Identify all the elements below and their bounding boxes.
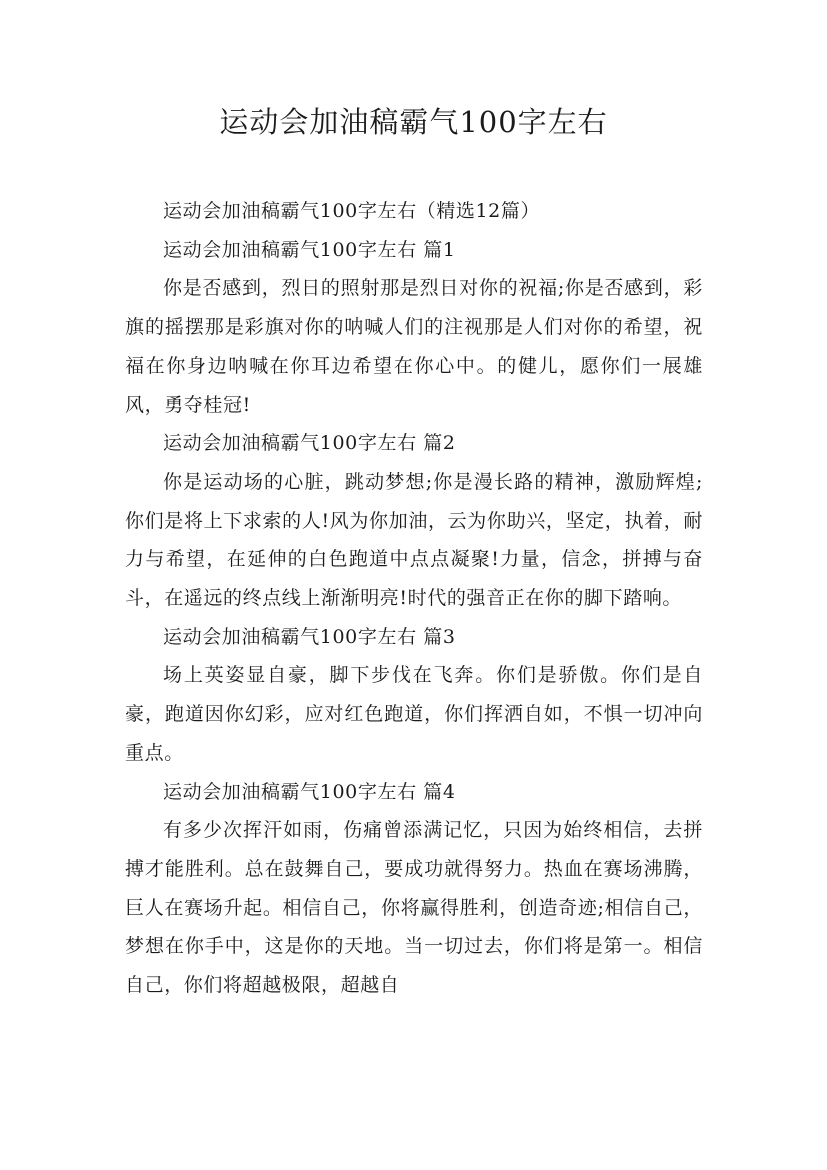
section-heading-2: 运动会加油稿霸气100字左右 篇2	[163, 432, 456, 455]
document-body	[125, 192, 703, 1005]
section-body-1: 你是否感到，烈日的照射那是烈日对你的祝福;你是否感到，彩旗的摇摆那是彩旗对你的呐喊人们的注视那是人们对你的希望，祝福在你身边呐喊在你耳边希望在你心中。的健儿，愿你们一展雄风，勇夺桂冠!	[125, 277, 703, 416]
section-body-3: 场上英姿显自豪，脚下步伐在飞奔。你们是骄傲。你们是自豪，跑道因你幻彩，应对红色跑道，你们挥洒自如，不惧一切冲向重点。	[125, 664, 703, 764]
section-heading-1: 运动会加油稿霸气100字左右 篇1	[163, 238, 456, 261]
section-heading-3: 运动会加油稿霸气100字左右 篇3	[163, 625, 456, 648]
section-body-4: 有多少次挥汗如雨，伤痛曾添满记忆，只因为始终相信，去拼搏才能胜利。总在鼓舞自己，要成功就得努力。热血在赛场沸腾，巨人在赛场升起。相信自己，你将赢得胜利，创造奇迹;相信自己，梦想在你手中，这是你的天地。当一切过去，你们将是第一。相信自己，你们将超越极限，超越自	[125, 819, 703, 997]
document-title: 运动会加油稿霸气100字左右	[219, 105, 608, 139]
section-body-2: 你是运动场的心脏，跳动梦想;你是漫长路的精神，激励辉煌;你们是将上下求索的人!风为你加油，云为你助兴，坚定，执着，耐力与希望，在延伸的白色跑道中点点凝聚!力量，信念，拼搏与奋斗，在遥远的终点线上渐渐明亮!时代的强音正在你的脚下踏响。	[125, 470, 703, 610]
section-heading-4: 运动会加油稿霸气100字左右 篇4	[163, 780, 456, 803]
intro-heading: 运动会加油稿霸气100字左右（精选12篇）	[163, 200, 541, 222]
